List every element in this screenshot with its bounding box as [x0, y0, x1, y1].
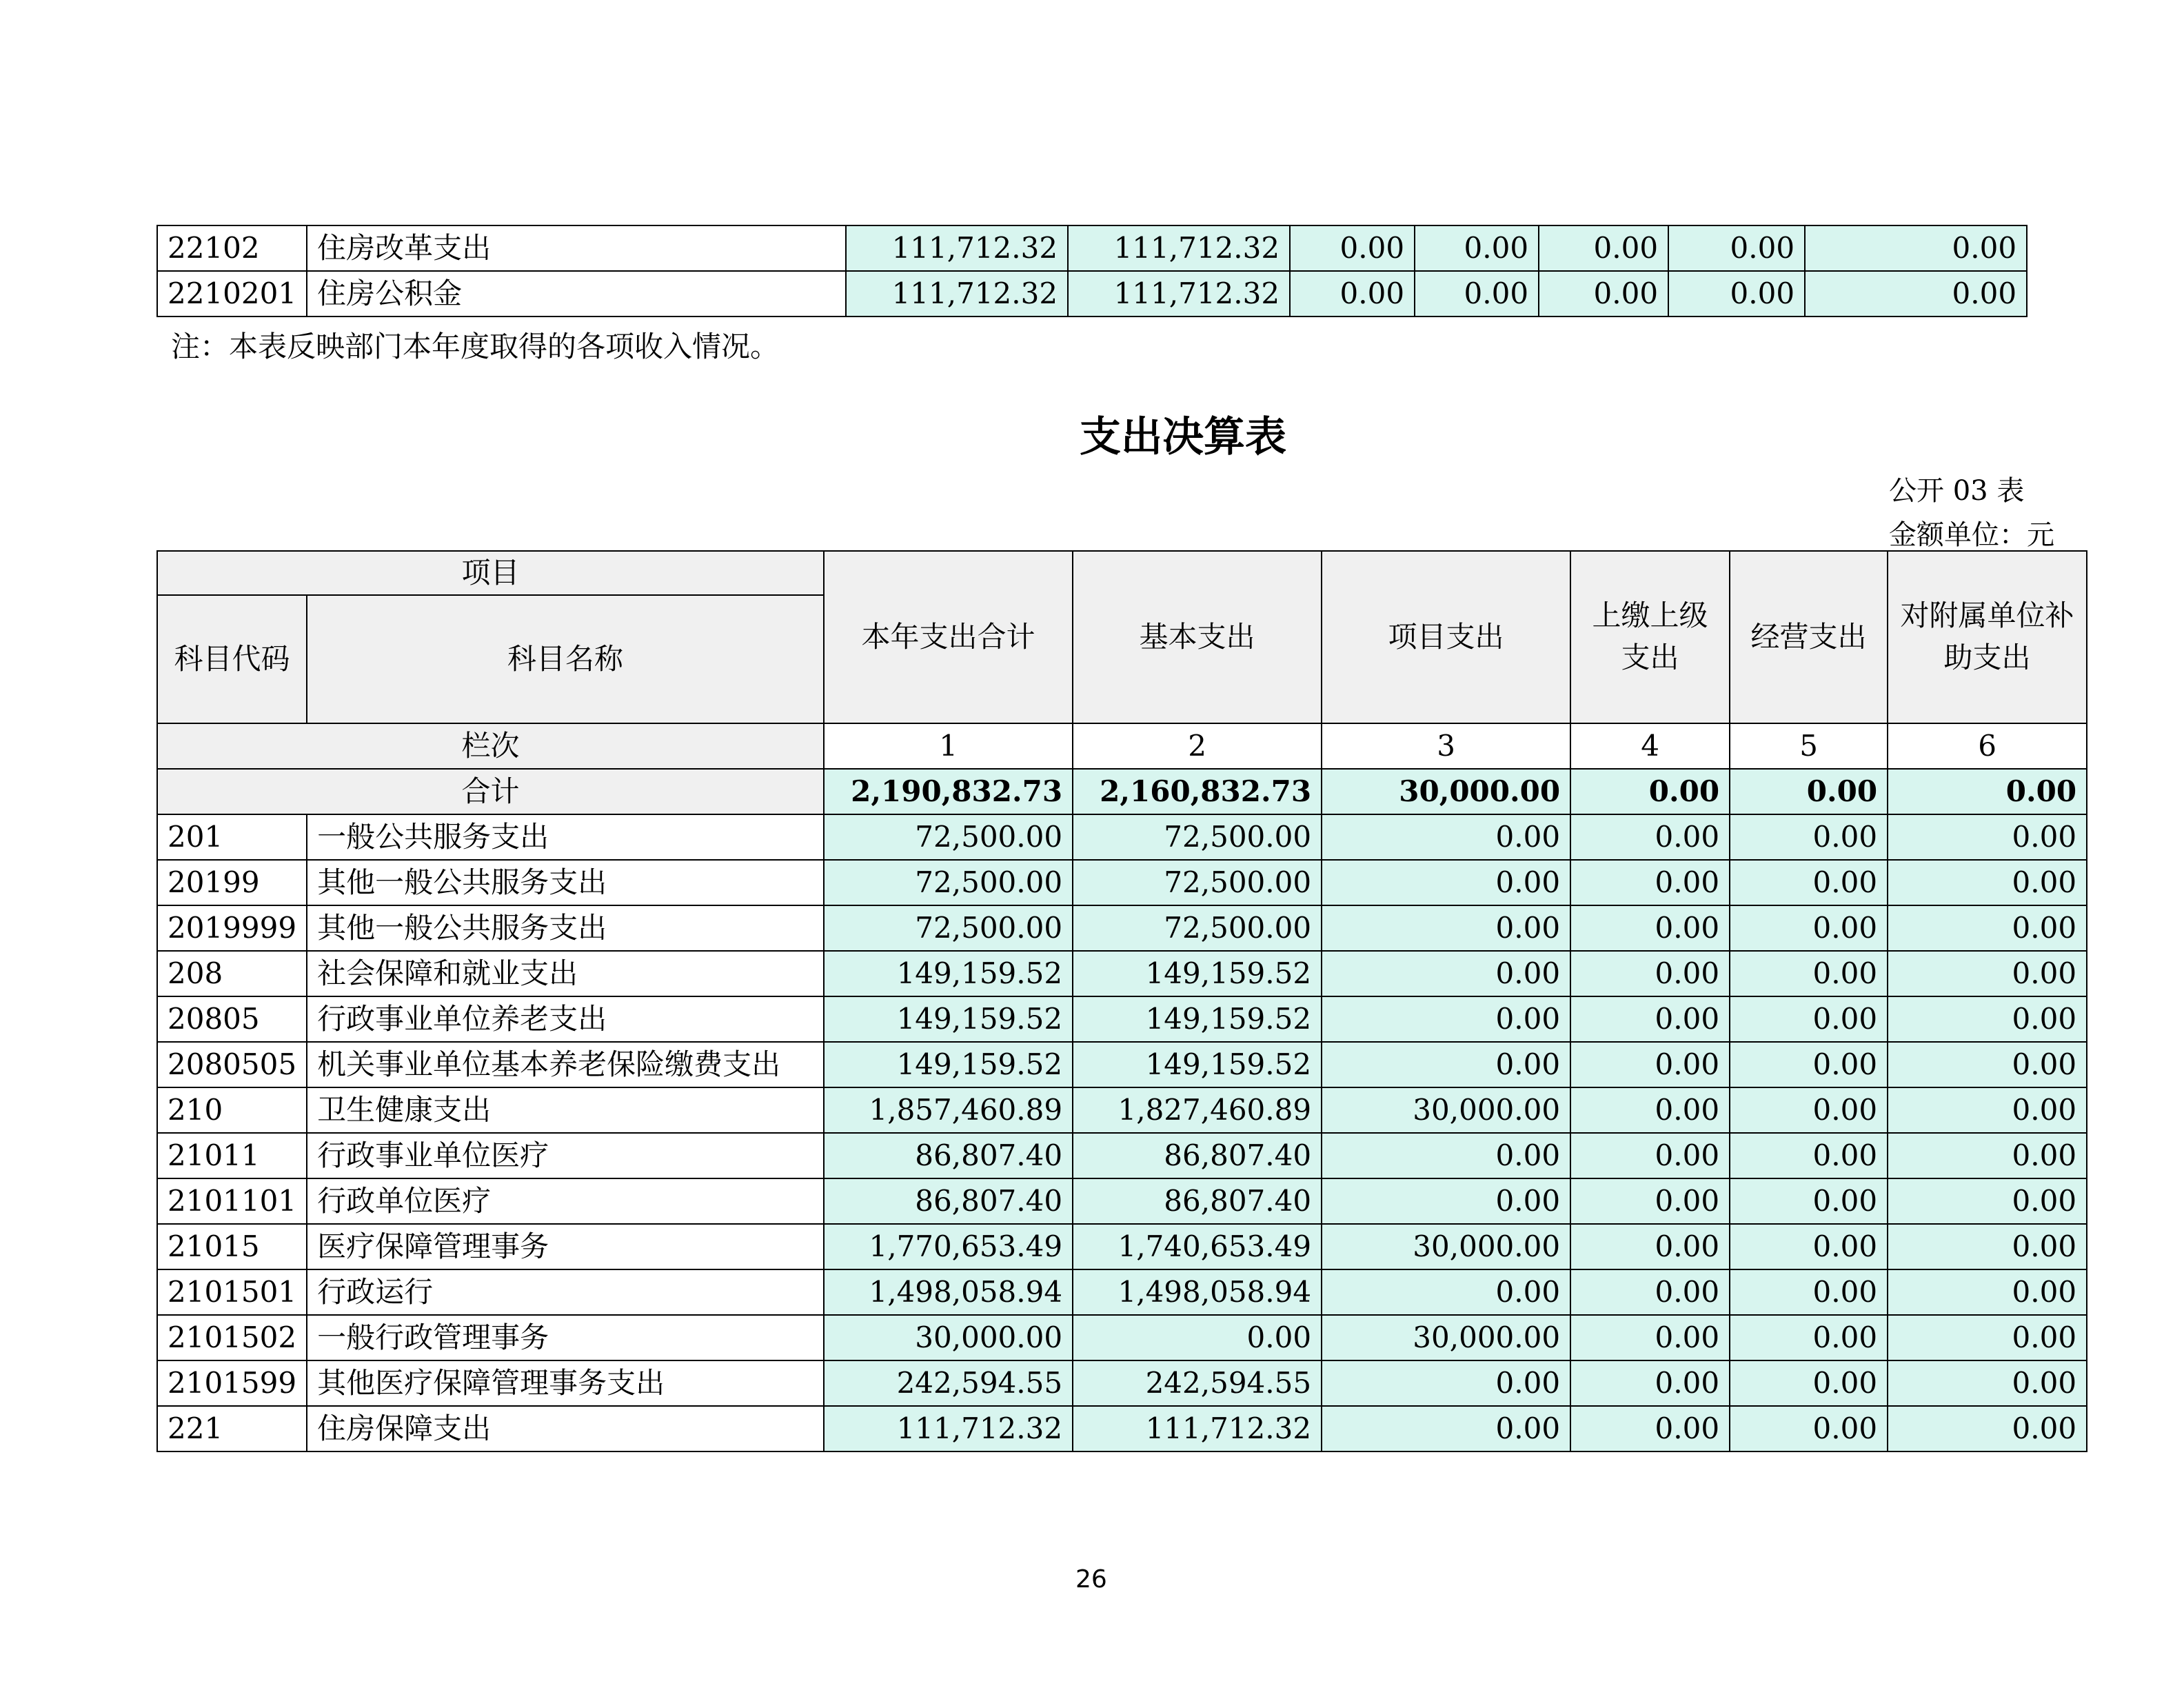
subject-name: 住房公积金: [307, 271, 846, 316]
table-row: [157, 1360, 2087, 1406]
subject-code: 210: [157, 1087, 307, 1133]
amount-cell: 0.00: [1570, 951, 1730, 996]
amount-cell: 0.00: [1888, 1133, 2087, 1178]
amount-cell: 0.00: [1730, 1269, 1888, 1315]
amount-cell: 0.00: [1570, 1087, 1730, 1133]
amount-cell: 111,712.32: [846, 271, 1068, 316]
amount-cell: 1,857,460.89: [824, 1087, 1073, 1133]
amount-cell: 0.00: [1888, 951, 2087, 996]
subject-code: 21015: [157, 1224, 307, 1269]
total-value: 0.00: [1570, 769, 1730, 814]
amount-cell: 30,000.00: [824, 1315, 1073, 1360]
column-index: 4: [1570, 723, 1730, 769]
total-value: 0.00: [1730, 769, 1888, 814]
currency-unit: 金额单位：元: [1889, 519, 2054, 551]
amount-cell: 149,159.52: [824, 951, 1073, 996]
amount-cell: 86,807.40: [1073, 1133, 1322, 1178]
amount-cell: 0.00: [1888, 1224, 2087, 1269]
subject-name: 卫生健康支出: [307, 1087, 824, 1133]
amount-cell: 1,498,058.94: [824, 1269, 1073, 1315]
subject-name: 其他一般公共服务支出: [307, 905, 824, 951]
table-row: [157, 996, 2087, 1042]
amount-cell: 0.00: [1730, 1360, 1888, 1406]
amount-cell: 86,807.40: [824, 1133, 1073, 1178]
amount-cell: 0.00: [1322, 1406, 1570, 1451]
total-value: 2,190,832.73: [824, 769, 1073, 814]
table-row: [157, 905, 2087, 951]
amount-cell: 72,500.00: [824, 814, 1073, 860]
header-col-operating: 经营支出: [1730, 551, 1888, 723]
subject-code: 2101502: [157, 1315, 307, 1360]
amount-cell: 0.00: [1888, 814, 2087, 860]
table-row: [157, 1269, 2087, 1315]
amount-cell: 0.00: [1415, 225, 1539, 271]
amount-cell: 0.00: [1730, 1042, 1888, 1087]
total-value: 30,000.00: [1322, 769, 1570, 814]
amount-cell: 0.00: [1730, 1406, 1888, 1451]
subject-name: 住房改革支出: [307, 225, 846, 271]
subject-name: 机关事业单位基本养老保险缴费支出: [307, 1042, 824, 1087]
table-row: [157, 1178, 2087, 1224]
amount-cell: 0.00: [1570, 905, 1730, 951]
subject-code: 20199: [157, 860, 307, 905]
subject-code: 2080505: [157, 1042, 307, 1087]
table-row: [157, 1133, 2087, 1178]
subject-code: 20805: [157, 996, 307, 1042]
amount-cell: 111,712.32: [824, 1406, 1073, 1451]
amount-cell: 72,500.00: [1073, 814, 1322, 860]
subject-name: 住房保障支出: [307, 1406, 824, 1451]
amount-cell: 0.00: [1668, 271, 1805, 316]
amount-cell: 30,000.00: [1322, 1315, 1570, 1360]
amount-cell: 0.00: [1322, 1178, 1570, 1224]
header-col-basic: 基本支出: [1073, 551, 1322, 723]
amount-cell: 0.00: [1730, 1315, 1888, 1360]
column-index: 1: [824, 723, 1073, 769]
amount-cell: 111,712.32: [1068, 225, 1290, 271]
table-row: [157, 951, 2087, 996]
amount-cell: 0.00: [1322, 1269, 1570, 1315]
total-label: 合计: [157, 769, 824, 814]
amount-cell: 0.00: [1730, 1133, 1888, 1178]
amount-cell: 1,770,653.49: [824, 1224, 1073, 1269]
amount-cell: 0.00: [1730, 1087, 1888, 1133]
amount-cell: 149,159.52: [824, 996, 1073, 1042]
amount-cell: 0.00: [1322, 996, 1570, 1042]
table-row: [157, 1315, 2087, 1360]
column-index: 3: [1322, 723, 1570, 769]
column-index: 5: [1730, 723, 1888, 769]
amount-cell: 0.00: [1290, 271, 1415, 316]
amount-cell: 149,159.52: [1073, 951, 1322, 996]
amount-cell: 0.00: [1322, 1360, 1570, 1406]
amount-cell: 0.00: [1888, 1269, 2087, 1315]
amount-cell: 149,159.52: [1073, 996, 1322, 1042]
amount-cell: 30,000.00: [1322, 1087, 1570, 1133]
total-value: 0.00: [1888, 769, 2087, 814]
amount-cell: 0.00: [1888, 860, 2087, 905]
subject-name: 一般行政管理事务: [307, 1315, 824, 1360]
header-col-subsidy: 对附属单位补助支出: [1888, 551, 2087, 723]
previous-table-continuation: [156, 225, 2028, 317]
amount-cell: 0.00: [1888, 1360, 2087, 1406]
subject-code: 208: [157, 951, 307, 996]
amount-cell: 111,712.32: [1068, 271, 1290, 316]
amount-cell: 0.00: [1322, 814, 1570, 860]
subject-code: 2101501: [157, 1269, 307, 1315]
amount-cell: 0.00: [1888, 1406, 2087, 1451]
subject-name: 其他一般公共服务支出: [307, 860, 824, 905]
amount-cell: 0.00: [1805, 271, 2027, 316]
amount-cell: 0.00: [1290, 225, 1415, 271]
amount-cell: 1,827,460.89: [1073, 1087, 1322, 1133]
subject-code: 2019999: [157, 905, 307, 951]
column-index-label: 栏次: [157, 723, 824, 769]
amount-cell: 0.00: [1570, 996, 1730, 1042]
amount-cell: 111,712.32: [1073, 1406, 1322, 1451]
subject-code: 21011: [157, 1133, 307, 1178]
table-row: [157, 271, 2027, 316]
amount-cell: 0.00: [1570, 1360, 1730, 1406]
amount-cell: 0.00: [1539, 225, 1668, 271]
amount-cell: 0.00: [1570, 1042, 1730, 1087]
amount-cell: 0.00: [1805, 225, 2027, 271]
amount-cell: 0.00: [1570, 860, 1730, 905]
subject-name: 行政事业单位养老支出: [307, 996, 824, 1042]
subject-code: 2101599: [157, 1360, 307, 1406]
subject-code: 2210201: [157, 271, 307, 316]
table-row: [157, 1406, 2087, 1451]
amount-cell: 72,500.00: [824, 905, 1073, 951]
subject-name: 行政事业单位医疗: [307, 1133, 824, 1178]
amount-cell: 0.00: [1668, 225, 1805, 271]
subject-code: 201: [157, 814, 307, 860]
column-index-row: [157, 723, 2087, 769]
subject-code: 22102: [157, 225, 307, 271]
amount-cell: 0.00: [1322, 951, 1570, 996]
amount-cell: 72,500.00: [1073, 860, 1322, 905]
header-item: 项目: [157, 551, 824, 595]
amount-cell: 0.00: [1322, 905, 1570, 951]
amount-cell: 0.00: [1415, 271, 1539, 316]
amount-cell: 0.00: [1322, 1042, 1570, 1087]
amount-cell: 0.00: [1570, 1406, 1730, 1451]
amount-cell: 0.00: [1888, 1042, 2087, 1087]
amount-cell: 242,594.55: [824, 1360, 1073, 1406]
amount-cell: 0.00: [1570, 1133, 1730, 1178]
subject-name: 行政运行: [307, 1269, 824, 1315]
subject-name: 一般公共服务支出: [307, 814, 824, 860]
amount-cell: 0.00: [1322, 1133, 1570, 1178]
table-row: [157, 1224, 2087, 1269]
total-row: [157, 769, 2087, 814]
amount-cell: 30,000.00: [1322, 1224, 1570, 1269]
table-row: [157, 814, 2087, 860]
page-number: 26: [1075, 1565, 1107, 1594]
amount-cell: 0.00: [1322, 860, 1570, 905]
amount-cell: 1,498,058.94: [1073, 1269, 1322, 1315]
amount-cell: 0.00: [1570, 1224, 1730, 1269]
amount-cell: 0.00: [1570, 1178, 1730, 1224]
amount-cell: 149,159.52: [824, 1042, 1073, 1087]
header-row-1: [157, 551, 2087, 595]
subject-name: 其他医疗保障管理事务支出: [307, 1360, 824, 1406]
subject-name: 社会保障和就业支出: [307, 951, 824, 996]
expenditure-table: [156, 550, 2087, 1452]
amount-cell: 0.00: [1539, 271, 1668, 316]
table-row: [157, 860, 2087, 905]
amount-cell: 0.00: [1888, 905, 2087, 951]
amount-cell: 72,500.00: [824, 860, 1073, 905]
amount-cell: 111,712.32: [846, 225, 1068, 271]
amount-cell: 86,807.40: [1073, 1178, 1322, 1224]
amount-cell: 242,594.55: [1073, 1360, 1322, 1406]
header-code: 科目代码: [157, 595, 307, 723]
amount-cell: 0.00: [1730, 1224, 1888, 1269]
amount-cell: 0.00: [1730, 951, 1888, 996]
header-col-remit-upper: 上缴上级支出: [1570, 551, 1730, 723]
header-col-project: 项目支出: [1322, 551, 1570, 723]
amount-cell: 0.00: [1570, 814, 1730, 860]
amount-cell: 0.00: [1730, 905, 1888, 951]
amount-cell: 0.00: [1888, 996, 2087, 1042]
page-title: 支出决算表: [1080, 413, 1286, 461]
header-name: 科目名称: [307, 595, 824, 723]
amount-cell: 0.00: [1730, 1178, 1888, 1224]
amount-cell: 86,807.40: [824, 1178, 1073, 1224]
subject-code: 221: [157, 1406, 307, 1451]
subject-code: 2101101: [157, 1178, 307, 1224]
amount-cell: 0.00: [1888, 1178, 2087, 1224]
amount-cell: 0.00: [1730, 860, 1888, 905]
amount-cell: 1,740,653.49: [1073, 1224, 1322, 1269]
amount-cell: 0.00: [1073, 1315, 1322, 1360]
amount-cell: 149,159.52: [1073, 1042, 1322, 1087]
column-index: 6: [1888, 723, 2087, 769]
total-value: 2,160,832.73: [1073, 769, 1322, 814]
amount-cell: 0.00: [1730, 996, 1888, 1042]
amount-cell: 0.00: [1570, 1315, 1730, 1360]
header-col-total: 本年支出合计: [824, 551, 1073, 723]
amount-cell: 0.00: [1570, 1269, 1730, 1315]
subject-name: 行政单位医疗: [307, 1178, 824, 1224]
table-row: [157, 1042, 2087, 1087]
table-note: 注：本表反映部门本年度取得的各项收入情况。: [171, 330, 780, 363]
form-number: 公开 03 表: [1889, 475, 2025, 507]
table-row: [157, 1087, 2087, 1133]
amount-cell: 0.00: [1730, 814, 1888, 860]
amount-cell: 0.00: [1888, 1087, 2087, 1133]
column-index: 2: [1073, 723, 1322, 769]
amount-cell: 0.00: [1888, 1315, 2087, 1360]
amount-cell: 72,500.00: [1073, 905, 1322, 951]
subject-name: 医疗保障管理事务: [307, 1224, 824, 1269]
table-row: [157, 225, 2027, 271]
